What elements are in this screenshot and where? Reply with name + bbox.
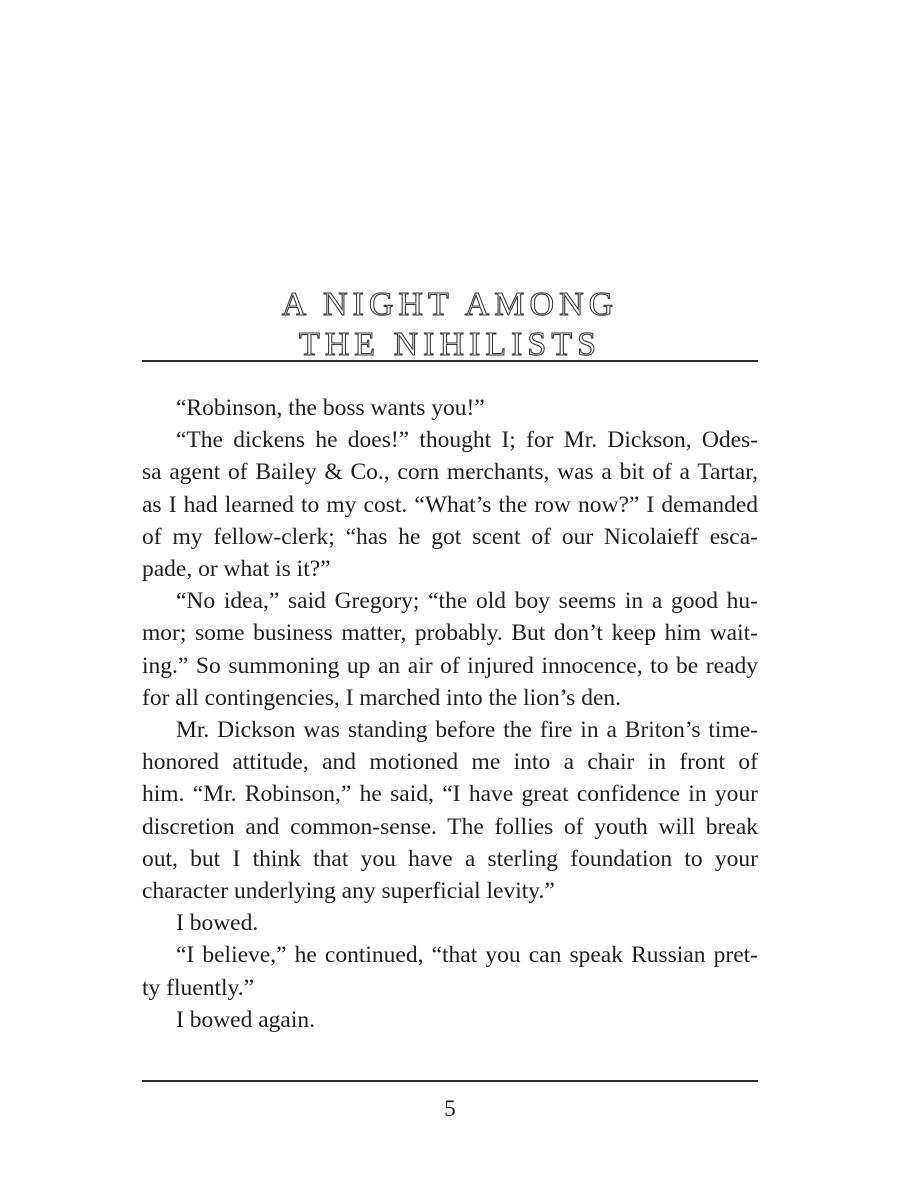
- page-number: 5: [444, 1096, 456, 1121]
- body-line: for all contingencies, I marched into the lion’s den.: [142, 684, 621, 711]
- body-line: I bowed again.: [176, 1006, 315, 1033]
- body-line: honored attitude, and motioned me into a chair in front of: [142, 749, 758, 776]
- body-line: “I believe,” he continued, “that you can speak Russian pret-: [176, 942, 758, 969]
- body-line: out, but I think that you have a sterling foundation to your: [142, 845, 758, 872]
- body-line: pade, or what is it?”: [142, 556, 331, 583]
- top-divider: [142, 360, 758, 362]
- body-line: discretion and common-sense. The follies of youth will break: [142, 813, 758, 840]
- body-line: Mr. Dickson was standing before the fire in a Briton’s time-: [176, 717, 758, 744]
- body-line: of my fellow-clerk; “has he got scent of our Nicolaieff esca-: [142, 523, 758, 550]
- body-line: as I had learned to my cost. “What’s the row now?” I demanded: [142, 491, 758, 518]
- body-line: “Robinson, the boss wants you!”: [176, 395, 485, 421]
- body-line: “No idea,” said Gregory; “the old boy seems in a good hu-: [176, 588, 758, 615]
- body-line: “The dickens he does!” thought I; for Mr. Dickson, Odes-: [176, 427, 758, 454]
- bottom-divider: [142, 1080, 758, 1082]
- body-line: I bowed.: [176, 910, 259, 937]
- body-line: him. “Mr. Robinson,” he said, “I have great confidence in your: [142, 781, 758, 808]
- chapter-title-line-1: A NIGHT AMONG: [281, 285, 619, 323]
- chapter-body-text: [142, 392, 758, 1036]
- chapter-title-line-2: THE NIHILISTS: [298, 325, 602, 363]
- body-line: sa agent of Bailey & Co., corn merchants, was a bit of a Tartar,: [142, 459, 758, 486]
- body-line: ty fluently.”: [142, 974, 255, 1001]
- body-line: mor; some business matter, probably. But don’t keep him wait-: [142, 620, 758, 647]
- chapter-title: [142, 285, 758, 365]
- body-line: character underlying any superficial levity.”: [142, 878, 555, 905]
- body-line: ing.” So summoning up an air of injured innocence, to be ready: [142, 652, 758, 679]
